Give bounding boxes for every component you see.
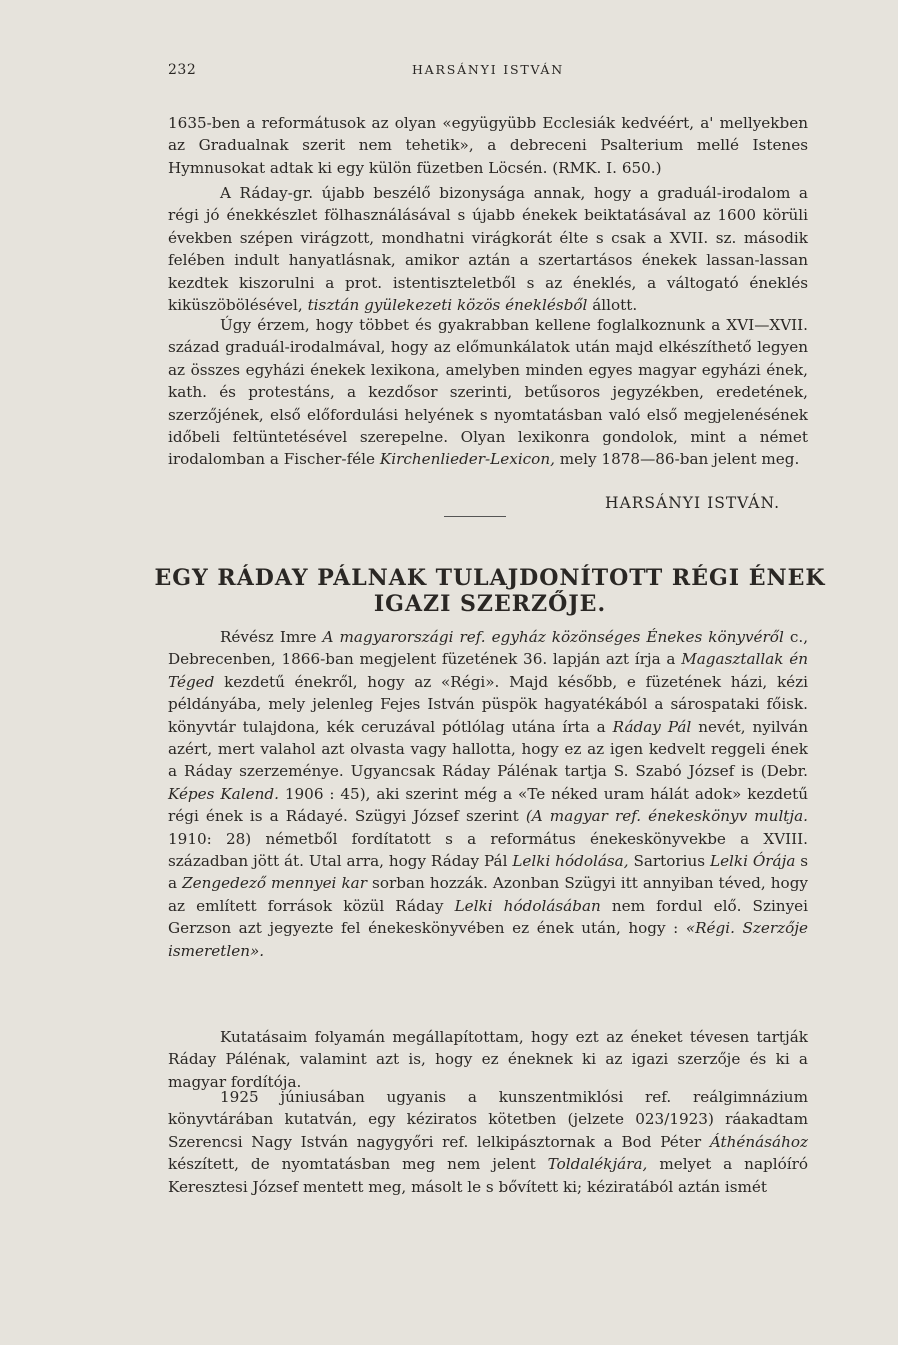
heading-line-1: EGY RÁDAY PÁLNAK TULAJDONÍTOTT RÉGI ÉNEK [154,565,826,591]
italic-quote: «Régi. Szerzője ismeretlen». [168,919,809,960]
paragraph-2 [168,182,808,316]
paragraph-3-italic: Kirchenlieder-Lexicon, [379,450,555,469]
italic-title: Lelki hódolásában [454,896,601,915]
paragraph-2-italic: tisztán gyülekezeti közös éneklésből [307,296,588,315]
paragraph-4 [168,626,808,962]
paragraph-2-text: A Ráday-gr. újabb beszélő bizonysága annak, hogy a graduál-irodalom a régi jó énekkészlet fölhasználásával s újabb énekek beiktatásával az 1600 körüli években szépen virágzott, mondhatni virágkorát élte s csak a XVII. sz. második felében indult hanyatlásnak, amikor aztán a szertartásos énekek lassan-lassan kezdtek kiszorulni a prot. istentiszteletből s az éneklés, a váltogató éneklés kiküszöbölésével, [168,184,808,315]
text-run: ) ráakadtam Szerencsi Nagy István nagygyőri ref. lelkipásztornak a Bod Péter [168,1110,809,1151]
paragraph-5 [168,1026,808,1093]
italic-title: (A magyar ref. énekeskönyv multja. [525,807,809,826]
text-run: 1925 júniusában ugyanis a kunszentmiklósi ref. reálgimnázium könyvtárában kutatván, egy kéziratos kötetben (jelzete [168,1088,808,1129]
text-run: sorban hozzák. Azonban Szügyi itt annyiban téved, hogy az említett források közül Ráday [168,874,808,915]
shelfmark-fraction: 023/1923 [635,1110,708,1129]
text-run: kezdetű énekről, hogy az «Régi». Majd később, e füzetének házi, kézi példányába, mely jelenleg Fejes István püspök hagyatékából a sárospataki főisk. könyvtár tulajdona, kék ceruzával pótlólag utána írta a [168,672,809,736]
text-run: melyet a naplóíró Keresztesi József mentett meg, másolt le s bővített ki; kéziratából aztán ismét [168,1155,809,1196]
running-title: HARSÁNYI ISTVÁN [411,62,564,77]
italic-title: Magasztallak én Téged [168,650,809,691]
italic-title: A magyarországi ref. egyház közönséges Énekes könyvéről [322,628,784,646]
paragraph-3-end: mely 1878—86-ban jelent meg. [559,450,800,469]
italic-title: Lelki hódolása, [512,852,629,871]
italic-title: Toldalékjára, [547,1155,648,1174]
italic-title: Lelki Órája [709,852,796,871]
running-header [168,62,808,82]
paragraph-3 [168,314,808,471]
article-heading [120,565,860,617]
text-run: 1906 : 45), aki szerint még a «Te néked uram hálát adok» kezdetű régi ének is a Rádayé. Szügyi József szerint [168,784,809,826]
text-run: 1910: 28) németből fordítatott s a református énekeskönyvekbe a XVIII. században jött át. Utal arra, hogy Ráday Pál [168,829,808,871]
text-run: s a [168,852,809,893]
paragraph-1-text: 1635-ben a reformátusok az olyan «együgyübb Ecclesiák kedvéért, a' mellyekben az Gradualnak szerit nem tehetik», a debreceni Psalterium mellé Istenes Hymnusokat adtak ki egy külön füzetben Löcsén. (RMK. I. 650.) [168,114,808,177]
paragraph-5-text: Kutatásaim folyamán megállapítottam, hogy ezt az éneket tévesen tartják Ráday Pálénak, valamint azt is, hogy ez éneknek ki az igazi szerzője és ki a magyar fordítója. [168,1028,808,1091]
text-run: c., Debrecenben, 1866-ban megjelent füzetének 36. lapján azt írja a [168,628,809,669]
page-number: 232 [168,62,197,78]
paragraph-2-end: állott. [592,296,638,315]
heading-line-2: IGAZI SZERZŐJE. [373,591,607,617]
text-run: készített, de nyomtatásban meg nem jelent [168,1155,536,1174]
section-divider [444,516,506,517]
text-run: Sartorius [633,852,706,871]
italic-title: Áthénásához [709,1132,808,1151]
paragraph-3-text: Úgy érzem, hogy többet és gyakrabban kellene foglalkoznunk a XVI—XVII. század graduál-irodalmával, hogy az előmunkálatok után majd elkészíthető legyen az összes egyházi énekek lexikona, amelyben minden egyes magyar egyházi ének, kath. és protestáns, a kezdősor szerinti, betűsoros jegyzékben, eredetének, szerzőjének, első előfordulási helyének s nyomtatásban való első megjelenésének időbeli feltüntetésével szerepelne. Olyan lexikonra gondolok, mint a német irodalomban a Fischer-féle [168,316,808,469]
text-run: nem fordul elő. Szinyei Gerzson azt jegyezte fel énekeskönyvében ez ének után, hogy : [168,896,809,938]
text-run: nevét, nyilván azért, mert valahol azt olvasta vagy hallotta, hogy ez az igen kedvelt reggeli ének a Ráday szerzeménye. Ugyancsak Ráday Pálénak tartja S. Szabó József is (Debr. [168,717,808,781]
author-signature: HARSÁNYI ISTVÁN. [605,494,780,512]
italic-title: Képes Kalend. [168,784,279,803]
text-run: Révész Imre [220,628,317,646]
italic-name: Ráday Pál [612,717,692,736]
paragraph-1 [168,112,808,179]
paragraph-6 [168,1086,808,1198]
italic-title: Zengedező mennyei kar [182,874,367,893]
